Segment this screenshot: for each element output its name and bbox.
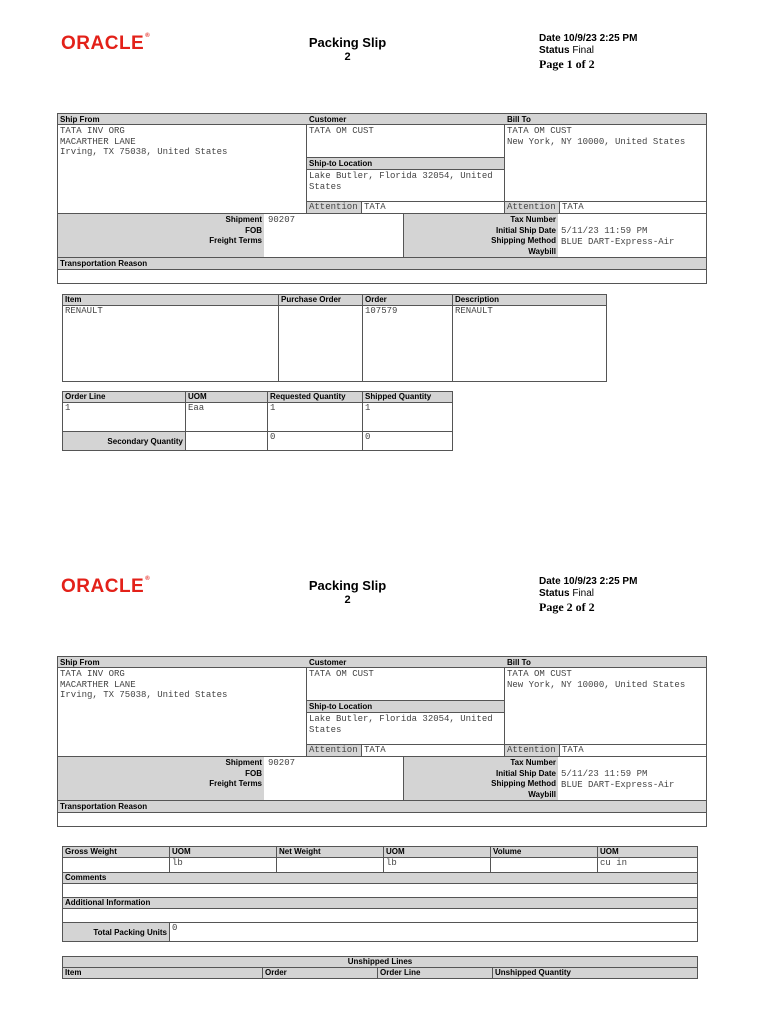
waybill-label: Waybill — [528, 789, 556, 799]
bill-to-line: TATA OM CUST — [507, 669, 572, 679]
shipping-method-label: Shipping Method — [491, 236, 556, 245]
uom-header: UOM — [186, 392, 268, 403]
unshipped-title: Unshipped Lines — [63, 957, 698, 968]
shipment-block — [57, 756, 707, 827]
uom-header: UOM — [170, 847, 277, 858]
uom-cell: lb — [170, 858, 277, 873]
ship-to-line: Lake Butler, Florida 32054, United — [309, 171, 493, 181]
gross-weight-header: Gross Weight — [63, 847, 170, 858]
title-block — [300, 35, 395, 63]
order-header: Order — [363, 295, 453, 306]
transportation-reason-label: Transportation Reason — [58, 258, 706, 269]
date-value: 10/9/23 2:25 PM — [563, 33, 638, 44]
ship-from-line: Irving, TX 75038, United States — [60, 690, 228, 700]
comments-label: Comments — [63, 873, 698, 884]
description-cell: RENAULT — [453, 306, 607, 382]
customer-label: Customer — [309, 658, 347, 667]
ship-from-line: MACARTHER LANE — [60, 136, 136, 147]
of-label: of — [575, 57, 586, 71]
total-packing-units-label: Total Packing Units — [63, 923, 170, 942]
attention-value: TATA — [364, 745, 386, 755]
item-header: Item — [63, 968, 263, 979]
total-packing-units-value: 0 — [170, 923, 698, 942]
order-line-header: Order Line — [63, 392, 186, 403]
page-subtitle: 2 — [344, 594, 351, 606]
ship-to-label: Ship-to Location — [307, 701, 504, 712]
of-label: of — [575, 600, 586, 614]
meta-block — [539, 576, 637, 613]
oracle-logo: ORACLE® — [61, 576, 151, 597]
secondary-row — [63, 432, 453, 451]
tax-number-label: Tax Number — [510, 215, 556, 224]
item-cell: RENAULT — [63, 306, 279, 382]
weight-table — [62, 846, 698, 942]
waybill-label: Waybill — [528, 246, 556, 256]
customer-value: TATA OM CUST — [309, 669, 374, 679]
additional-info-cell — [63, 909, 698, 923]
status-value: Final — [572, 45, 595, 56]
page-title: Packing Slip — [308, 578, 387, 593]
tax-labels — [403, 215, 556, 257]
order-cell: 107579 — [363, 306, 453, 382]
status-label: Status — [539, 588, 570, 599]
bill-attention-value: TATA — [562, 202, 584, 212]
fob-label: FOB — [245, 225, 262, 235]
shipping-method-label: Shipping Method — [491, 779, 556, 788]
ship-from-line: Irving, TX 75038, United States — [60, 147, 228, 157]
ship-to-label: Ship-to Location — [307, 158, 504, 169]
ship-to-line: Lake Butler, Florida 32054, United — [309, 714, 493, 724]
uom-header: UOM — [384, 847, 491, 858]
unshipped-qty-header: Unshipped Quantity — [493, 968, 698, 979]
page-total: 2 — [588, 600, 595, 614]
freight-terms-label: Freight Terms — [209, 236, 262, 245]
ship-to-address — [309, 171, 493, 192]
bill-to-line: TATA OM CUST — [507, 126, 572, 136]
table-row — [63, 306, 607, 382]
ship-to-line: States — [309, 724, 342, 735]
customer-value: TATA OM CUST — [309, 126, 374, 136]
page-num: 1 — [566, 57, 573, 71]
uom-cell: cu in — [598, 858, 698, 873]
requested-qty-header: Requested Quantity — [268, 392, 363, 403]
net-weight-header: Net Weight — [277, 847, 384, 858]
ship-from-line: TATA INV ORG — [60, 126, 125, 136]
purchase-order-header: Purchase Order — [279, 295, 363, 306]
bill-to-address — [507, 669, 685, 690]
address-block — [57, 656, 707, 757]
bill-to-address — [507, 126, 685, 147]
shipment-labels — [58, 758, 262, 790]
tax-number-label: Tax Number — [510, 758, 556, 767]
ship-from-line: TATA INV ORG — [60, 669, 125, 679]
shipment-values — [561, 769, 674, 790]
meta-block — [539, 33, 637, 70]
secondary-requested-cell: 0 — [268, 432, 363, 451]
status-value: Final — [572, 588, 595, 599]
shipping-method-value: BLUE DART-Express-Air — [561, 236, 675, 247]
bill-attention-value: TATA — [562, 745, 584, 755]
page-label: Page — [539, 600, 564, 614]
uom-cell: lb — [384, 858, 491, 873]
oracle-logo: ORACLE® — [61, 33, 151, 54]
ship-to-address — [309, 714, 493, 735]
ship-from-address — [60, 126, 227, 158]
ship-from-label: Ship From — [60, 115, 100, 124]
gross-weight-cell — [63, 858, 170, 873]
shipment-label: Shipment — [225, 758, 262, 767]
date-label: Date — [539, 576, 561, 587]
order-line-header: Order Line — [378, 968, 493, 979]
address-block — [57, 113, 707, 214]
fob-label: FOB — [245, 768, 262, 778]
order-line-cell: 1 — [63, 403, 186, 432]
transportation-reason-label: Transportation Reason — [58, 801, 706, 812]
shipping-method-value: BLUE DART-Express-Air — [561, 779, 675, 790]
item-table — [62, 294, 607, 382]
initial-ship-date-label: Initial Ship Date — [495, 768, 556, 778]
title-block — [300, 578, 395, 606]
attention-label: Attention — [307, 745, 361, 756]
shipment-value: 90207 — [268, 215, 296, 225]
bill-to-label: Bill To — [507, 115, 531, 124]
initial-ship-date-label: Initial Ship Date — [495, 225, 556, 235]
uom-header: UOM — [598, 847, 698, 858]
table-row — [63, 403, 453, 432]
bill-to-line: New York, NY 10000, United States — [507, 136, 686, 147]
shipped-qty-header: Shipped Quantity — [363, 392, 453, 403]
page-total: 2 — [588, 57, 595, 71]
attention-label: Attention — [307, 202, 361, 213]
date-value: 10/9/23 2:25 PM — [563, 576, 638, 587]
shipment-labels — [58, 215, 262, 247]
ship-from-line: MACARTHER LANE — [60, 679, 136, 690]
ship-from-label: Ship From — [60, 658, 100, 667]
ship-from-address — [60, 669, 227, 701]
volume-header: Volume — [491, 847, 598, 858]
secondary-shipped-cell: 0 — [363, 432, 453, 451]
item-header: Item — [63, 295, 279, 306]
unshipped-table — [62, 956, 698, 979]
table-row — [63, 858, 698, 873]
tax-labels — [403, 758, 556, 800]
order-header: Order — [263, 968, 378, 979]
freight-terms-label: Freight Terms — [209, 779, 262, 788]
date-label: Date — [539, 33, 561, 44]
shipment-block — [57, 213, 707, 284]
bill-to-label: Bill To — [507, 658, 531, 667]
initial-ship-date-value: 5/11/23 11:59 PM — [561, 226, 648, 236]
shipped-qty-cell: 1 — [363, 403, 453, 432]
customer-label: Customer — [309, 115, 347, 124]
description-header: Description — [453, 295, 607, 306]
secondary-qty-label: Secondary Quantity — [63, 432, 186, 451]
attention-value: TATA — [364, 202, 386, 212]
purchase-order-cell — [279, 306, 363, 382]
volume-cell — [491, 858, 598, 873]
bill-to-line: New York, NY 10000, United States — [507, 679, 686, 690]
bill-attention-label: Attention — [505, 745, 559, 756]
status-label: Status — [539, 45, 570, 56]
page-subtitle: 2 — [344, 51, 351, 63]
shipment-values — [561, 226, 674, 247]
net-weight-cell — [277, 858, 384, 873]
requested-qty-cell: 1 — [268, 403, 363, 432]
page-num: 2 — [566, 600, 573, 614]
shipment-label: Shipment — [225, 215, 262, 224]
additional-info-label: Additional Information — [63, 898, 698, 909]
line-table — [62, 391, 453, 451]
page-2 — [0, 543, 768, 1024]
page-title: Packing Slip — [308, 35, 387, 50]
page-label: Page — [539, 57, 564, 71]
initial-ship-date-value: 5/11/23 11:59 PM — [561, 769, 648, 779]
shipment-value: 90207 — [268, 758, 296, 768]
bill-attention-label: Attention — [505, 202, 559, 213]
comments-cell — [63, 884, 698, 898]
ship-to-line: States — [309, 181, 342, 192]
uom-cell: Eaa — [186, 403, 268, 432]
